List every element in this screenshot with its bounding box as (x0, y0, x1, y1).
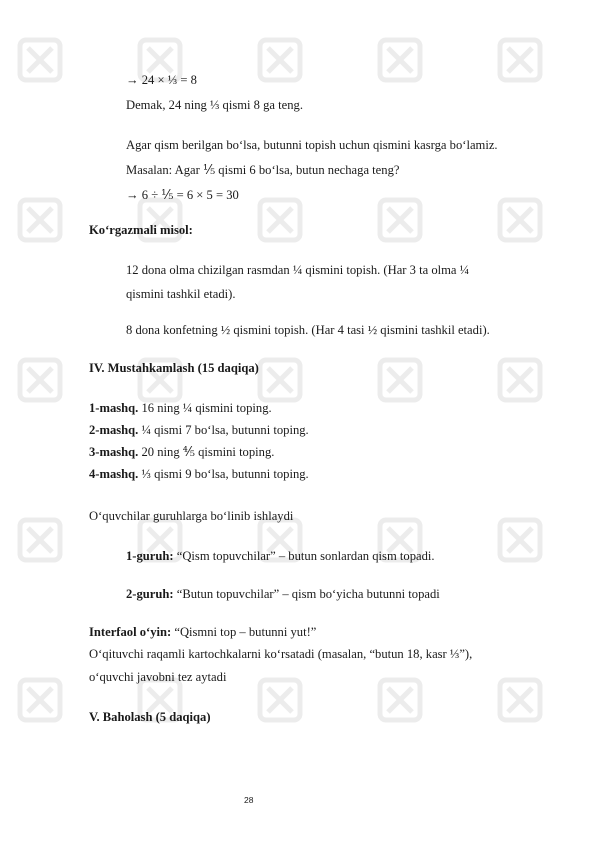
group-1 (126, 548, 435, 564)
group-text: “Qism topuvchilar” – butun sonlardan qism topadi. (173, 549, 435, 563)
group-text: “Butun topuvchilar” – qism bo‘yicha butunni topadi (173, 587, 440, 601)
exercise-text: 16 ning ¼ qismini toping. (138, 401, 272, 415)
exercise-1 (89, 400, 272, 416)
interactive-text: “Qismni top – butunni yut!” (171, 625, 317, 639)
exercise-text: 20 ning ⅘ qismini toping. (138, 445, 275, 459)
exercise-3 (89, 444, 274, 460)
section-5-heading: V. Baholash (5 daqiqa) (89, 710, 211, 724)
teacher-line-2: o‘quvchi javobni tez aytadi (89, 670, 227, 684)
groups-intro: O‘quvchilar guruhlarga bo‘linib ishlaydi (89, 509, 294, 523)
exercise-label: 4-mashq. (89, 467, 139, 481)
result-line-1: Demak, 24 ning ⅓ qismi 8 ga teng. (126, 98, 303, 112)
exercise-label: 2-mashq. (89, 423, 139, 437)
exercise-label: 1-mashq. (89, 401, 139, 415)
rule-paragraph: Agar qism berilgan bo‘lsa, butunni topish uchun qismini kasrga bo‘lamiz. (126, 138, 498, 152)
teacher-line-1: O‘qituvchi raqamli kartochkalarni ko‘rsatadi (masalan, “butun 18, kasr ⅓”), (89, 647, 473, 661)
group-label: 1-guruh: (126, 549, 174, 563)
exercise-text: ¼ qismi 7 bo‘lsa, butunni toping. (138, 423, 309, 437)
visual-item-2: 8 dona konfetning ½ qismini topish. (Har 4 tasi ½ qismini tashkil etadi). (126, 323, 490, 337)
page-number: 28 (244, 795, 254, 805)
exercise-2 (89, 422, 309, 438)
exercise-4 (89, 466, 309, 482)
interactive-game-line (89, 624, 316, 640)
visual-example-heading: Ko‘rgazmali misol: (89, 223, 193, 237)
group-2 (126, 586, 440, 602)
example-line: Masalan: Agar ⅕ qismi 6 bo‘lsa, butun nechaga teng? (126, 163, 400, 177)
exercise-label: 3-mashq. (89, 445, 139, 459)
visual-item-1-line-2: qismini tashkil etadi). (126, 287, 236, 301)
group-label: 2-guruh: (126, 587, 174, 601)
exercise-text: ⅓ qismi 9 bo‘lsa, butunni toping. (138, 467, 309, 481)
visual-item-1-line-1: 12 dona olma chizilgan rasmdan ¼ qismini topish. (Har 3 ta olma ¼ (126, 263, 470, 277)
formula-line-1: → 24 × ⅓ = 8 (126, 73, 197, 87)
formula-line-2: → 6 ÷ ⅕ = 6 × 5 = 30 (126, 188, 239, 202)
section-4-heading: IV. Mustahkamlash (15 daqiqa) (89, 361, 259, 375)
interactive-label: Interfaol o‘yin: (89, 625, 172, 639)
